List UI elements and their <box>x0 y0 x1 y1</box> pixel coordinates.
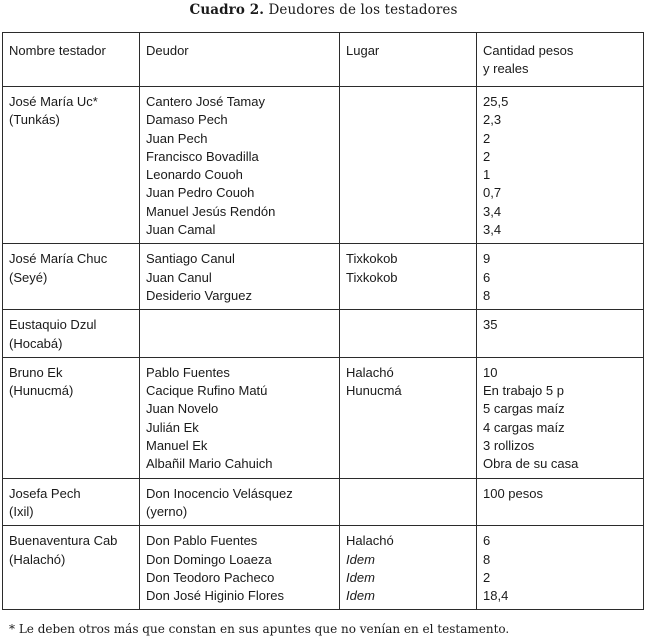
table-row <box>3 244 644 310</box>
caption-title: Deudores de los testadores <box>268 2 458 18</box>
deudor-line: Don Inocencio Velásquez <box>146 485 293 501</box>
cantidad-line: 10 <box>483 364 498 380</box>
deudor-line: Don Pablo Fuentes <box>146 533 258 549</box>
cantidad-line: 2 <box>483 130 491 146</box>
cantidad-line: 6 <box>483 533 491 549</box>
deudor-line: Don José Higinio Flores <box>146 588 285 604</box>
cell-deudor <box>140 244 340 310</box>
cantidad-line: 100 pesos <box>483 485 543 501</box>
deudor-line: Juan Canul <box>146 269 212 285</box>
testador-line: (Hocabá) <box>9 335 63 351</box>
cell-lugar <box>340 357 477 478</box>
cantidad-line: 3,4 <box>483 222 502 238</box>
cell-deudor <box>140 310 340 358</box>
cell-testador <box>3 244 140 310</box>
cantidad-line: En trabajo 5 p <box>483 383 564 399</box>
table-row <box>3 478 644 526</box>
cell-testador <box>3 478 140 526</box>
testador-line: Bruno Ek <box>9 364 63 380</box>
cell-cantidad <box>477 478 644 526</box>
table-row <box>3 310 644 358</box>
cell-deudor <box>140 478 340 526</box>
lugar-line: Halachó <box>346 533 394 549</box>
deudor-line: Albañil Mario Cahuich <box>146 456 273 472</box>
lugar-line: Hunucmá <box>346 383 402 399</box>
cell-testador <box>3 310 140 358</box>
cell-cantidad <box>477 87 644 244</box>
header-lugar: Lugar <box>340 33 477 87</box>
lugar-line: Tixkokob <box>346 269 398 285</box>
deudor-line: Juan Novelo <box>146 401 219 417</box>
deudor-line: Don Domingo Loaeza <box>146 551 272 567</box>
testador-line: José María Uc* <box>9 94 98 109</box>
cell-testador <box>3 526 140 610</box>
deudor-line: Manuel Jesús Rendón <box>146 203 276 219</box>
testador-line: Buenaventura Cab <box>9 533 118 549</box>
testador-line: (Ixil) <box>9 503 34 519</box>
cantidad-line: 2 <box>483 569 491 585</box>
table-header <box>3 33 644 87</box>
cantidad-line: 3 rollizos <box>483 438 535 454</box>
cantidad-line: 25,5 <box>483 94 509 109</box>
cell-lugar <box>340 310 477 358</box>
deudor-line: Santiago Canul <box>146 251 235 267</box>
testador-line: (Tunkás) <box>9 112 60 128</box>
deudor-line: Juan Pech <box>146 130 208 146</box>
deudor-line: Juan Camal <box>146 222 216 238</box>
cell-lugar <box>340 87 477 244</box>
cantidad-line: 18,4 <box>483 588 509 604</box>
lugar-line: Idem <box>346 569 375 585</box>
deudor-line: Cantero José Tamay <box>146 94 265 109</box>
table-caption <box>0 2 647 18</box>
cell-deudor <box>140 526 340 610</box>
cantidad-line: 1 <box>483 167 491 183</box>
testador-line: Josefa Pech <box>9 485 81 501</box>
header-row <box>3 33 644 87</box>
cell-deudor <box>140 87 340 244</box>
cantidad-line: Obra de su casa <box>483 456 579 472</box>
cantidad-line: 0,7 <box>483 185 502 201</box>
cell-testador <box>3 357 140 478</box>
footnote: * Le deben otros más que constan en sus apuntes que no venían en el testamento. <box>9 622 510 636</box>
table-row <box>3 87 644 244</box>
debtors-table <box>2 32 644 610</box>
cantidad-line: 8 <box>483 551 491 567</box>
table-body <box>3 87 644 610</box>
deudor-line: Desiderio Varguez <box>146 287 252 303</box>
cell-cantidad <box>477 310 644 358</box>
deudor-line: Francisco Bovadilla <box>146 148 259 164</box>
cantidad-line: 3,4 <box>483 203 502 219</box>
lugar-line: Halachó <box>346 364 394 380</box>
header-nombre-testador: Nombre testador <box>3 33 140 87</box>
deudor-line: Don Teodoro Pacheco <box>146 569 275 585</box>
cantidad-line: 6 <box>483 269 491 285</box>
cantidad-line: 9 <box>483 251 491 267</box>
cell-lugar <box>340 244 477 310</box>
caption-label: Cuadro 2. <box>189 2 265 18</box>
cantidad-line: 2 <box>483 148 491 164</box>
deudor-line: Pablo Fuentes <box>146 364 230 380</box>
table-row <box>3 526 644 610</box>
cantidad-line: 2,3 <box>483 112 502 128</box>
testador-line: José María Chuc <box>9 251 108 267</box>
header-cantidad-line: y reales <box>483 61 529 77</box>
cell-cantidad <box>477 357 644 478</box>
deudor-line: Cacique Rufino Matú <box>146 383 268 399</box>
header-cantidad <box>477 33 644 87</box>
testador-line: (Hunucmá) <box>9 383 74 399</box>
testador-line: (Seyé) <box>9 269 48 285</box>
lugar-line: Idem <box>346 551 375 567</box>
deudor-line: Julián Ek <box>146 419 199 435</box>
header-deudor: Deudor <box>140 33 340 87</box>
cantidad-line: 8 <box>483 287 491 303</box>
deudor-line: (yerno) <box>146 503 188 519</box>
deudor-line: Juan Pedro Couoh <box>146 185 255 201</box>
cantidad-line: 35 <box>483 317 498 333</box>
cell-cantidad <box>477 526 644 610</box>
cell-cantidad <box>477 244 644 310</box>
deudor-line: Leonardo Couoh <box>146 167 243 183</box>
testador-line: Eustaquio Dzul <box>9 317 97 333</box>
lugar-line: Tixkokob <box>346 251 398 267</box>
cantidad-line: 5 cargas maíz <box>483 401 565 417</box>
cantidad-line: 4 cargas maíz <box>483 419 565 435</box>
deudor-line: Damaso Pech <box>146 112 228 128</box>
cell-lugar <box>340 478 477 526</box>
cell-lugar <box>340 526 477 610</box>
header-cantidad-line: Cantidad pesos <box>483 43 574 58</box>
testador-line: (Halachó) <box>9 551 66 567</box>
cell-deudor <box>140 357 340 478</box>
table-row <box>3 357 644 478</box>
lugar-line: Idem <box>346 588 375 604</box>
deudor-line: Manuel Ek <box>146 438 208 454</box>
cell-testador <box>3 87 140 244</box>
